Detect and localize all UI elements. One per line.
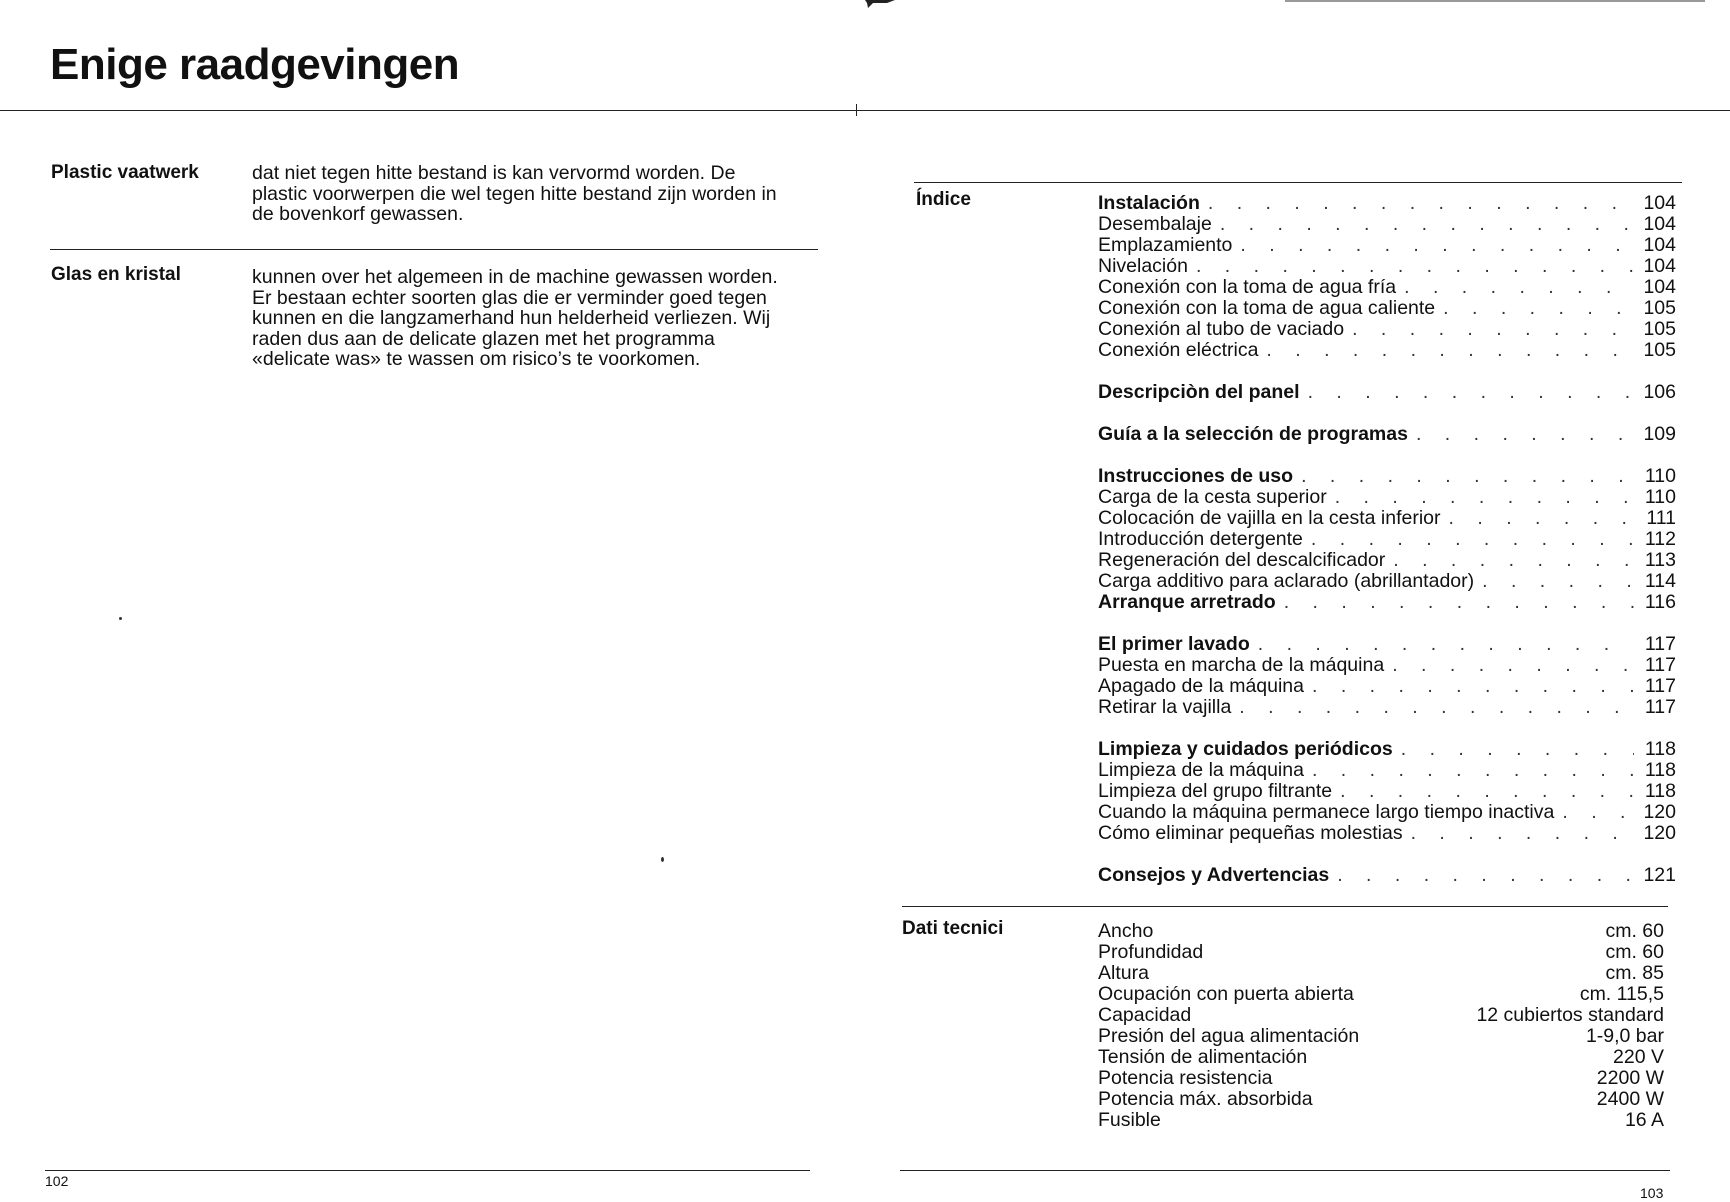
toc-entry [1098,507,1676,528]
toc-entry-page: 104 [1643,276,1676,298]
toc-leader-dots [1474,570,1634,593]
toc-entry [1098,318,1676,339]
toc-entry-page: 118 [1644,780,1676,802]
toc-group [1098,381,1676,402]
section-label-glas: Glas en kristal [51,264,181,285]
toc-leader-dots [1200,192,1634,215]
section-text-plastic: dat niet tegen hitte bestand is kan vervormd worden. De plastic voorwerpen die wel tegen hitte bestand zijn worden in de bovenkorf gewassen. [252,162,777,225]
toc-leader-dots [1250,633,1634,656]
toc-entry-label: Cuando la máquina permanece largo tiempo inactiva [1098,801,1555,823]
toc-entry-label: Nivelación [1098,255,1188,277]
toc-leader-dots [1304,675,1634,698]
toc-entry-label: Arranque arretrado [1098,591,1276,613]
toc-leader-dots [1554,801,1634,824]
spec-name: Profundidad [1098,941,1204,963]
toc-entry-label: Colocación de vajilla en la cesta inferior [1098,507,1441,529]
toc-entry [1098,591,1676,612]
toc-leader-dots [1276,591,1634,614]
toc-entry-label: Consejos y Advertencias [1098,864,1330,886]
spec-value: cm. 85 [1605,962,1664,984]
toc-group [1098,633,1676,717]
scan-speck [661,857,664,862]
toc-entry [1098,528,1676,549]
toc-entry [1098,486,1676,507]
toc-entry [1098,192,1676,213]
toc-leader-dots [1329,864,1634,887]
toc-group [1098,423,1676,444]
toc-leader-dots [1300,381,1634,404]
toc-leader-dots [1393,738,1634,761]
toc-entry-page: 105 [1643,318,1676,340]
spec-list [1098,920,1664,1130]
section-divider [50,249,818,250]
section-text-glas: kunnen over het algemeen in de machine gewassen worden. Er bestaan echter soorten glas die er verminder goed tegen kunnen en die langzamerhand hun helderheid verliezen. Wij raden dus aan de delicate glazen met het programma «delicate was» te wassen om risico’s te voorkomen. [252,266,778,370]
toc-entry [1098,255,1676,276]
toc-leader-dots [1293,465,1634,488]
toc-entry-page: 104 [1643,234,1676,256]
toc-entry-label: Descripciòn del panel [1098,381,1300,403]
spec-name: Tensión de alimentación [1098,1046,1308,1068]
toc-group [1098,465,1676,612]
toc-entry [1098,234,1676,255]
toc-entry-label: Carga de la cesta superior [1098,486,1327,508]
toc-entry [1098,864,1676,885]
toc-entry-label: Limpieza del grupo filtrante [1098,780,1333,802]
toc-entry-page: 105 [1643,339,1676,361]
spec-value: 12 cubiertos standard [1476,1004,1664,1026]
toc-entry-label: El primer lavado [1098,633,1250,655]
toc-entry-page: 104 [1643,192,1676,214]
toc-entry-label: Cómo eliminar pequeñas molestias [1098,822,1403,844]
spec-value: cm. 115,5 [1579,983,1664,1005]
toc-entry-label: Conexión al tubo de vaciado [1098,318,1345,340]
spec-row [1098,1004,1664,1025]
toc-entry [1098,675,1676,696]
toc-entry-label: Carga additivo para aclarado (abrillantador) [1098,570,1475,592]
toc-leader-dots [1396,276,1634,299]
toc-leader-dots [1332,780,1634,803]
index-top-rule [914,182,1682,183]
toc-entry [1098,297,1676,318]
spec-row [1098,962,1664,983]
toc-entry-page: 117 [1644,675,1676,697]
spec-row [1098,941,1664,962]
toc-entry-label: Emplazamiento [1098,234,1233,256]
spec-value: 16 A [1624,1109,1664,1131]
footer-rule-right [900,1170,1670,1171]
toc-leader-dots [1258,339,1634,362]
toc-entry-page: 104 [1643,255,1676,277]
spec-value: 2400 W [1596,1088,1664,1110]
spec-row [1098,1109,1664,1130]
toc-entry [1098,423,1676,444]
spec-row [1098,1067,1664,1088]
toc-entry [1098,780,1676,801]
spec-name: Altura [1098,962,1149,984]
toc-entry-page: 109 [1643,423,1676,445]
spec-name: Ancho [1098,920,1154,942]
toc-entry-label: Instrucciones de uso [1098,465,1294,487]
toc-entry-label: Retirar la vajilla [1098,696,1232,718]
toc-leader-dots [1441,507,1634,530]
binding-mark [865,0,895,8]
spec-value: 220 V [1613,1046,1664,1068]
toc-entry-label: Introducción detergente [1098,528,1303,550]
section-label-plastic: Plastic vaatwerk [51,162,199,183]
scan-edge-line [1285,0,1705,2]
toc-entry [1098,759,1676,780]
tech-top-rule [902,906,1668,907]
toc-leader-dots [1232,234,1634,257]
spec-row [1098,983,1664,1004]
spec-name: Presión del agua alimentación [1098,1025,1360,1047]
toc-entry [1098,738,1676,759]
toc-entry-page: 112 [1644,528,1676,550]
toc-entry-label: Apagado de la máquina [1098,675,1304,697]
toc-entry-page: 118 [1644,738,1676,760]
toc-entry-page: 111 [1646,507,1676,529]
toc-leader-dots [1327,486,1634,509]
spec-row [1098,1088,1664,1109]
toc-entry-page: 113 [1644,549,1676,571]
toc-entry [1098,696,1676,717]
title-rule-tick [856,104,857,116]
toc-entry-page: 120 [1643,822,1676,844]
toc-leader-dots [1231,696,1634,719]
toc-entry [1098,549,1676,570]
spec-name: Potencia resistencia [1098,1067,1273,1089]
toc-entry-page: 117 [1644,696,1676,718]
toc-group [1098,738,1676,843]
toc-entry-page: 118 [1644,759,1676,781]
toc-entry-page: 117 [1644,633,1676,655]
toc-entry-page: 104 [1643,213,1676,235]
toc-entry-page: 120 [1643,801,1676,823]
toc-group [1098,192,1676,360]
toc-entry [1098,633,1676,654]
toc-entry-page: 117 [1644,654,1676,676]
page-number-right: 103 [1640,1185,1664,1201]
toc-entry [1098,339,1676,360]
spec-row [1098,1046,1664,1067]
toc-leader-dots [1384,654,1634,677]
spec-value: cm. 60 [1605,920,1664,942]
spec-name: Capacidad [1098,1004,1192,1026]
toc-leader-dots [1188,255,1634,278]
spec-name: Ocupación con puerta abierta [1098,983,1354,1005]
toc-entry-label: Instalación [1098,192,1200,214]
footer-rule-left [45,1170,810,1171]
toc-entry-page: 116 [1644,591,1676,613]
toc-entry-page: 110 [1644,486,1676,508]
toc-entry [1098,381,1676,402]
toc-entry-page: 105 [1643,297,1676,319]
toc-entry-label: Limpieza y cuidados periódicos [1098,738,1393,760]
toc-entry-label: Conexión con la toma de agua caliente [1098,297,1436,319]
toc-entry-page: 114 [1644,570,1676,592]
spec-name: Potencia máx. absorbida [1098,1088,1313,1110]
toc-entry [1098,654,1676,675]
toc-entry-label: Conexión eléctrica [1098,339,1259,361]
toc-leader-dots [1303,528,1634,551]
toc-entry-label: Guía a la selección de programas [1098,423,1408,445]
spec-value: 1-9,0 bar [1585,1025,1664,1047]
toc-entry-label: Regeneración del descalcificador [1098,549,1386,571]
index-label: Índice [916,189,971,210]
toc-entry [1098,213,1676,234]
toc-entry-label: Puesta en marcha de la máquina [1098,654,1385,676]
toc-entry-page: 121 [1643,864,1676,886]
title-rule [0,110,1730,111]
toc-leader-dots [1385,549,1634,572]
spec-value: 2200 W [1596,1067,1664,1089]
scan-speck [119,617,122,620]
toc-entry-label: Desembalaje [1098,213,1212,235]
toc-entry [1098,465,1676,486]
spec-value: cm. 60 [1605,941,1664,963]
toc-leader-dots [1344,318,1634,341]
toc-entry [1098,570,1676,591]
toc-leader-dots [1408,423,1634,446]
toc-entry-label: Limpieza de la máquina [1098,759,1304,781]
page-number-left: 102 [45,1173,69,1189]
toc-entry-label: Conexión con la toma de agua fría [1098,276,1397,298]
page-title: Enige raadgevingen [50,40,460,89]
toc-entry-page: 106 [1643,381,1676,403]
toc-entry-page: 110 [1644,465,1676,487]
toc-entry [1098,801,1676,822]
spec-name: Fusible [1098,1109,1161,1131]
spec-row [1098,1025,1664,1046]
toc-leader-dots [1403,822,1634,845]
spec-row [1098,920,1664,941]
toc-group [1098,864,1676,885]
toc-leader-dots [1212,213,1634,236]
toc-entry [1098,276,1676,297]
table-of-contents [1098,192,1676,906]
toc-entry [1098,822,1676,843]
toc-leader-dots [1304,759,1634,782]
tech-label: Dati tecnici [902,918,1004,939]
toc-leader-dots [1435,297,1634,320]
